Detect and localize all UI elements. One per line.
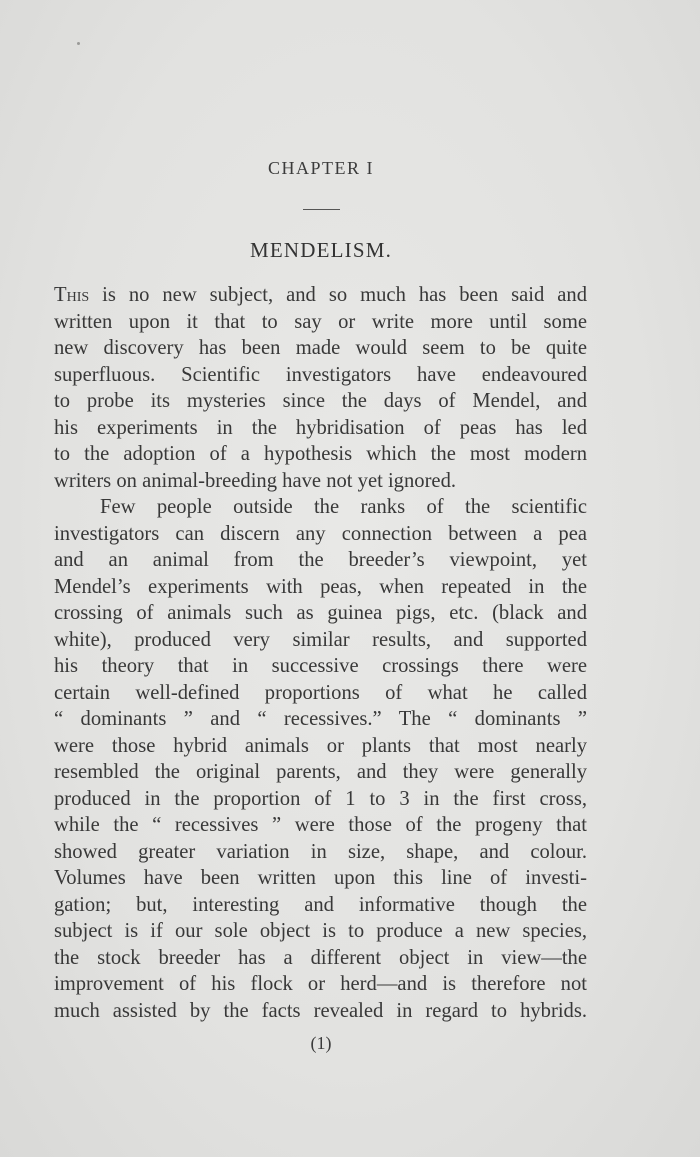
text-line [54,282,587,309]
text-line: written upon it that to say or write more until some [54,310,587,333]
text-line: Mendel’s experiments with peas, when repeated in the [54,575,587,598]
text-line: while the “ recessives ” were those of the progeny that [54,814,587,836]
text-line: showed greater variation in size, shape, and colour. [54,840,587,863]
text-line: produced in the proportion of 1 to 3 in the first cross, [54,787,587,810]
text-line: certain well-defined proportions of what he called [54,681,587,704]
chapter-title: MENDELISM. [249,238,393,262]
chapter-rule [303,209,340,210]
text-line: and an animal from the breeder’s viewpoint, yet [54,549,587,571]
text-line: writers on animal-breeding have not yet ignored. [54,469,457,492]
text-line: were those hybrid animals or plants that most nearly [54,734,587,757]
text-line: new discovery has been made would seem to be quite [54,337,587,359]
text-line: to probe its mysteries since the days of Mendel, and [54,390,587,412]
text-line: much assisted by the facts revealed in regard to hybrids. [54,999,587,1022]
body-text [54,282,587,1024]
opening-word: This [54,284,90,306]
chapter-heading: CHAPTER I [267,158,374,178]
text-line: to the adoption of a hypothesis which the most modern [54,443,587,465]
text-line: resembled the original parents, and they were generally [54,761,587,783]
text-line: Volumes have been written upon this line of investi- [54,867,587,889]
text-line: crossing of animals such as guinea pigs, etc. (black and [54,602,587,624]
text-line: subject is if our sole object is to produce a new species, [54,920,587,942]
text-line: Few people outside the ranks of the scientific [100,496,587,518]
text-line: improvement of his flock or herd—and is therefore not [54,973,587,995]
text-line: superfluous. Scientific investigators have endeavoured [54,363,587,386]
text-line: investigators can discern any connection between a pea [54,522,587,545]
page-number: (1) [310,1033,332,1053]
line-text: is no new subject, and so much has been said and [89,284,587,306]
text-line: the stock breeder has a different object in view—the [54,946,587,969]
text-line: his experiments in the hybridisation of peas has led [54,416,587,439]
text-line: his theory that in successive crossings there were [54,655,587,677]
text-line: “ dominants ” and “ recessives.” The “ dominants ” [54,708,587,730]
text-line: white), produced very similar results, and supported [54,628,587,651]
page-speck [77,42,80,45]
text-line: gation; but, interesting and informative though the [54,893,587,916]
